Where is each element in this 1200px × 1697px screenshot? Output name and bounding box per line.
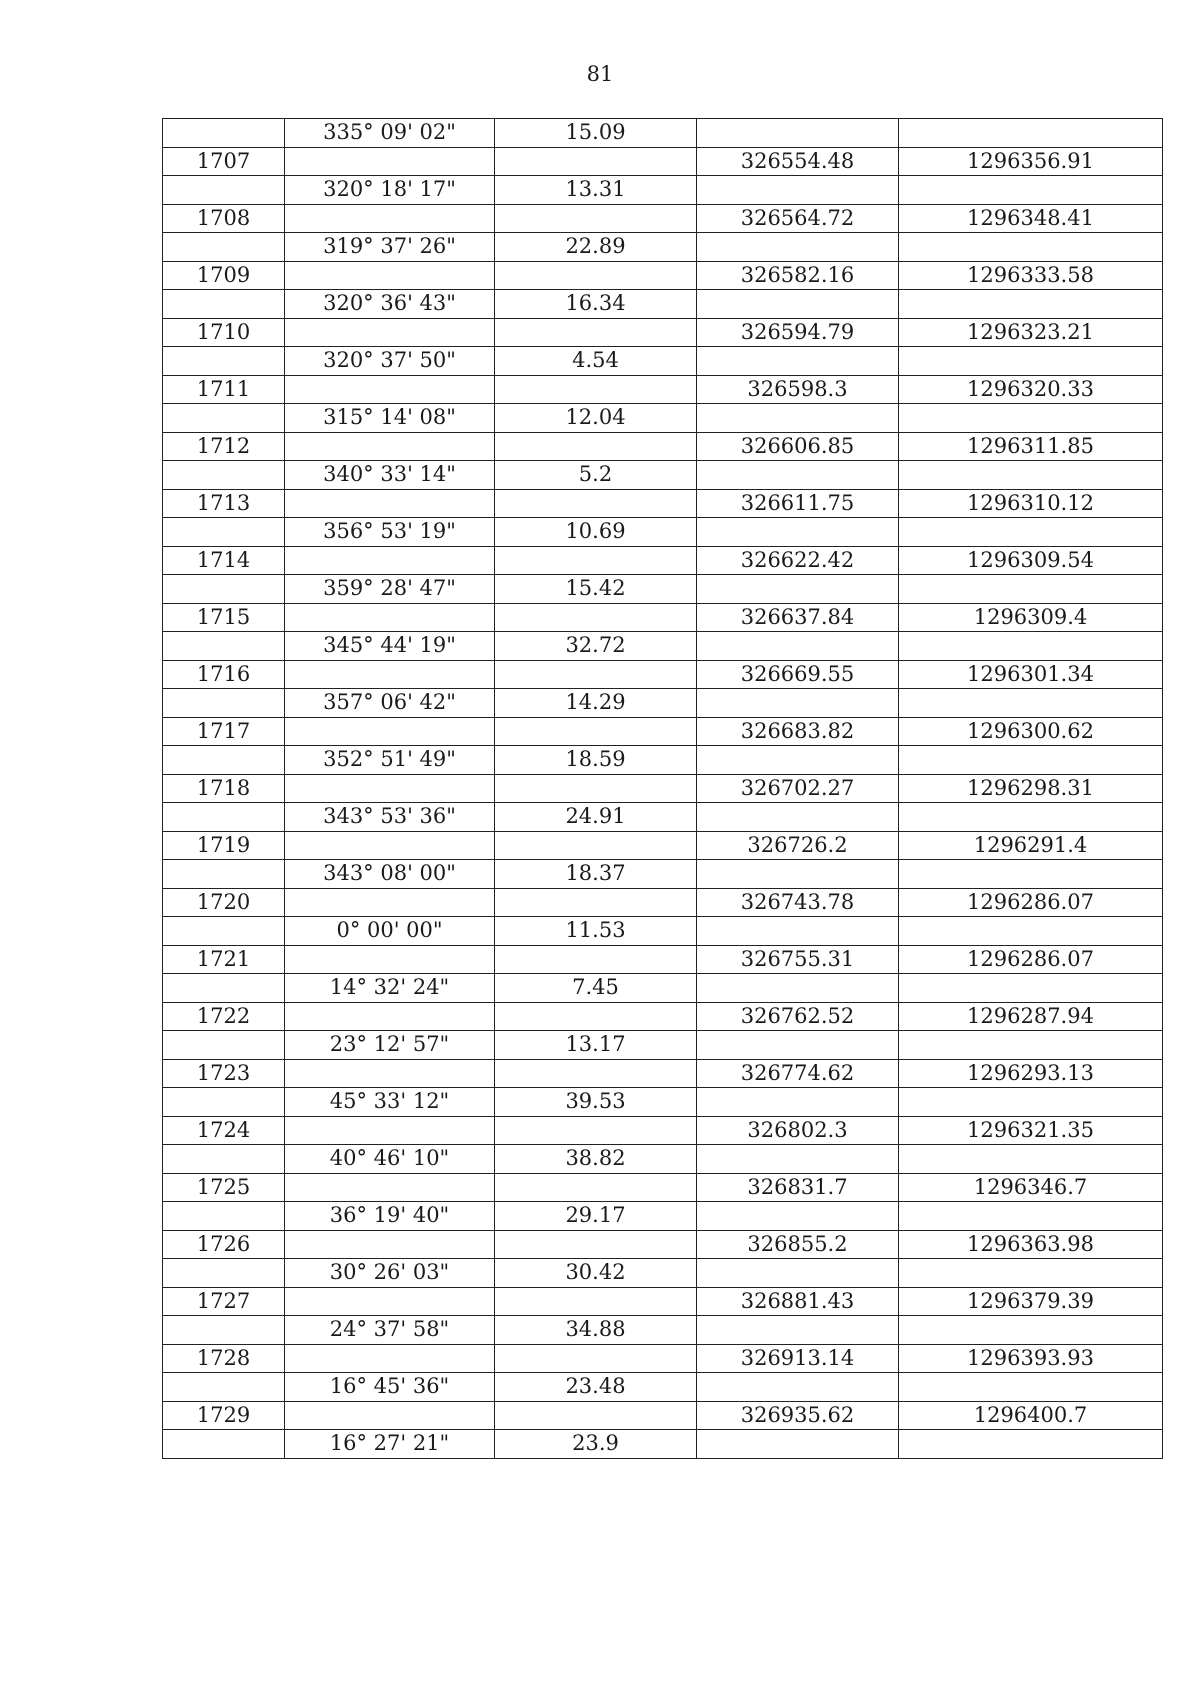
empty-cell (899, 860, 1163, 889)
point-row (163, 945, 1163, 974)
empty-cell (899, 233, 1163, 262)
empty-cell (163, 119, 285, 148)
bearing-cell: 24° 37' 58" (285, 1316, 495, 1345)
empty-cell (285, 774, 495, 803)
empty-cell (163, 632, 285, 661)
point-id-cell: 1720 (163, 888, 285, 917)
easting-cell: 1296400.7 (899, 1401, 1163, 1430)
point-row (163, 1116, 1163, 1145)
empty-cell (899, 290, 1163, 319)
empty-cell (697, 347, 899, 376)
northing-cell: 326755.31 (697, 945, 899, 974)
easting-cell: 1296286.07 (899, 888, 1163, 917)
easting-cell: 1296393.93 (899, 1344, 1163, 1373)
empty-cell (697, 974, 899, 1003)
bearing-cell: 357° 06' 42" (285, 689, 495, 718)
leg-row (163, 746, 1163, 775)
empty-cell (163, 974, 285, 1003)
empty-cell (899, 575, 1163, 604)
empty-cell (697, 1430, 899, 1459)
distance-cell: 7.45 (495, 974, 697, 1003)
empty-cell (495, 1401, 697, 1430)
empty-cell (899, 689, 1163, 718)
point-row (163, 318, 1163, 347)
empty-cell (163, 689, 285, 718)
bearing-cell: 16° 27' 21" (285, 1430, 495, 1459)
bearing-cell: 14° 32' 24" (285, 974, 495, 1003)
northing-cell: 326582.16 (697, 261, 899, 290)
easting-cell: 1296291.4 (899, 831, 1163, 860)
empty-cell (899, 518, 1163, 547)
point-row (163, 1401, 1163, 1430)
point-row (163, 1287, 1163, 1316)
bearing-cell: 315° 14' 08" (285, 404, 495, 433)
empty-cell (285, 1287, 495, 1316)
northing-cell: 326622.42 (697, 546, 899, 575)
leg-row (163, 1316, 1163, 1345)
point-id-cell: 1711 (163, 375, 285, 404)
empty-cell (697, 632, 899, 661)
northing-cell: 326564.72 (697, 204, 899, 233)
empty-cell (163, 1088, 285, 1117)
point-id-cell: 1726 (163, 1230, 285, 1259)
empty-cell (697, 1259, 899, 1288)
empty-cell (899, 746, 1163, 775)
empty-cell (285, 1401, 495, 1430)
distance-cell: 22.89 (495, 233, 697, 262)
easting-cell: 1296333.58 (899, 261, 1163, 290)
empty-cell (285, 546, 495, 575)
bearing-cell: 359° 28' 47" (285, 575, 495, 604)
point-row (163, 261, 1163, 290)
distance-cell: 14.29 (495, 689, 697, 718)
leg-row (163, 404, 1163, 433)
bearing-cell: 356° 53' 19" (285, 518, 495, 547)
survey-coordinate-table (162, 118, 1163, 1459)
distance-cell: 30.42 (495, 1259, 697, 1288)
empty-cell (697, 689, 899, 718)
point-row (163, 432, 1163, 461)
empty-cell (899, 1145, 1163, 1174)
empty-cell (285, 888, 495, 917)
empty-cell (495, 1059, 697, 1088)
empty-cell (697, 917, 899, 946)
northing-cell: 326802.3 (697, 1116, 899, 1145)
empty-cell (495, 945, 697, 974)
empty-cell (495, 1116, 697, 1145)
leg-row (163, 119, 1163, 148)
leg-row (163, 974, 1163, 1003)
northing-cell: 326762.52 (697, 1002, 899, 1031)
empty-cell (285, 432, 495, 461)
easting-cell: 1296379.39 (899, 1287, 1163, 1316)
empty-cell (163, 1031, 285, 1060)
leg-row (163, 1373, 1163, 1402)
point-row (163, 1002, 1163, 1031)
distance-cell: 12.04 (495, 404, 697, 433)
empty-cell (495, 888, 697, 917)
easting-cell: 1296323.21 (899, 318, 1163, 347)
northing-cell: 326669.55 (697, 660, 899, 689)
leg-row (163, 1088, 1163, 1117)
distance-cell: 13.17 (495, 1031, 697, 1060)
easting-cell: 1296300.62 (899, 717, 1163, 746)
distance-cell: 23.9 (495, 1430, 697, 1459)
empty-cell (163, 1316, 285, 1345)
bearing-cell: 45° 33' 12" (285, 1088, 495, 1117)
bearing-cell: 0° 00' 00" (285, 917, 495, 946)
empty-cell (697, 575, 899, 604)
empty-cell (495, 774, 697, 803)
easting-cell: 1296309.54 (899, 546, 1163, 575)
empty-cell (899, 119, 1163, 148)
empty-cell (285, 1059, 495, 1088)
empty-cell (285, 1230, 495, 1259)
easting-cell: 1296287.94 (899, 1002, 1163, 1031)
empty-cell (697, 1373, 899, 1402)
bearing-cell: 36° 19' 40" (285, 1202, 495, 1231)
empty-cell (899, 404, 1163, 433)
empty-cell (899, 461, 1163, 490)
leg-row (163, 632, 1163, 661)
northing-cell: 326598.3 (697, 375, 899, 404)
empty-cell (163, 917, 285, 946)
point-id-cell: 1723 (163, 1059, 285, 1088)
easting-cell: 1296310.12 (899, 489, 1163, 518)
empty-cell (285, 261, 495, 290)
page-number: 81 (586, 62, 614, 86)
empty-cell (163, 347, 285, 376)
bearing-cell: 335° 09' 02" (285, 119, 495, 148)
empty-cell (697, 860, 899, 889)
northing-cell: 326913.14 (697, 1344, 899, 1373)
distance-cell: 24.91 (495, 803, 697, 832)
empty-cell (697, 461, 899, 490)
point-id-cell: 1716 (163, 660, 285, 689)
northing-cell: 326935.62 (697, 1401, 899, 1430)
easting-cell: 1296293.13 (899, 1059, 1163, 1088)
empty-cell (163, 746, 285, 775)
empty-cell (163, 290, 285, 319)
empty-cell (899, 1316, 1163, 1345)
bearing-cell: 40° 46' 10" (285, 1145, 495, 1174)
empty-cell (899, 803, 1163, 832)
empty-cell (899, 1031, 1163, 1060)
empty-cell (899, 632, 1163, 661)
point-id-cell: 1710 (163, 318, 285, 347)
point-id-cell: 1713 (163, 489, 285, 518)
empty-cell (899, 1373, 1163, 1402)
easting-cell: 1296348.41 (899, 204, 1163, 233)
empty-cell (285, 489, 495, 518)
leg-row (163, 1430, 1163, 1459)
northing-cell: 326743.78 (697, 888, 899, 917)
leg-row (163, 233, 1163, 262)
empty-cell (285, 1002, 495, 1031)
point-id-cell: 1719 (163, 831, 285, 860)
distance-cell: 38.82 (495, 1145, 697, 1174)
empty-cell (285, 1344, 495, 1373)
empty-cell (697, 1088, 899, 1117)
empty-cell (495, 261, 697, 290)
leg-row (163, 176, 1163, 205)
point-row (163, 888, 1163, 917)
leg-row (163, 1145, 1163, 1174)
easting-cell: 1296363.98 (899, 1230, 1163, 1259)
bearing-cell: 16° 45' 36" (285, 1373, 495, 1402)
survey-table-body (163, 119, 1163, 1459)
point-row (163, 774, 1163, 803)
point-id-cell: 1708 (163, 204, 285, 233)
empty-cell (697, 1316, 899, 1345)
northing-cell: 326683.82 (697, 717, 899, 746)
empty-cell (697, 1145, 899, 1174)
empty-cell (495, 831, 697, 860)
leg-row (163, 518, 1163, 547)
empty-cell (285, 375, 495, 404)
empty-cell (495, 375, 697, 404)
empty-cell (697, 518, 899, 547)
leg-row (163, 860, 1163, 889)
point-id-cell: 1714 (163, 546, 285, 575)
point-row (163, 717, 1163, 746)
point-row (163, 375, 1163, 404)
empty-cell (285, 204, 495, 233)
easting-cell: 1296301.34 (899, 660, 1163, 689)
point-id-cell: 1729 (163, 1401, 285, 1430)
easting-cell: 1296320.33 (899, 375, 1163, 404)
empty-cell (697, 176, 899, 205)
point-row (163, 489, 1163, 518)
distance-cell: 29.17 (495, 1202, 697, 1231)
leg-row (163, 1031, 1163, 1060)
point-id-cell: 1712 (163, 432, 285, 461)
empty-cell (697, 290, 899, 319)
empty-cell (899, 1259, 1163, 1288)
empty-cell (163, 1430, 285, 1459)
empty-cell (163, 233, 285, 262)
empty-cell (697, 1031, 899, 1060)
bearing-cell: 345° 44' 19" (285, 632, 495, 661)
empty-cell (495, 603, 697, 632)
empty-cell (285, 147, 495, 176)
distance-cell: 34.88 (495, 1316, 697, 1345)
point-id-cell: 1707 (163, 147, 285, 176)
empty-cell (697, 233, 899, 262)
empty-cell (163, 1373, 285, 1402)
empty-cell (495, 432, 697, 461)
bearing-cell: 23° 12' 57" (285, 1031, 495, 1060)
northing-cell: 326726.2 (697, 831, 899, 860)
distance-cell: 18.59 (495, 746, 697, 775)
leg-row (163, 1202, 1163, 1231)
bearing-cell: 320° 37' 50" (285, 347, 495, 376)
point-row (163, 660, 1163, 689)
point-id-cell: 1725 (163, 1173, 285, 1202)
empty-cell (163, 803, 285, 832)
point-id-cell: 1728 (163, 1344, 285, 1373)
distance-cell: 16.34 (495, 290, 697, 319)
empty-cell (163, 1259, 285, 1288)
northing-cell: 326637.84 (697, 603, 899, 632)
point-row (163, 831, 1163, 860)
leg-row (163, 1259, 1163, 1288)
bearing-cell: 343° 53' 36" (285, 803, 495, 832)
empty-cell (495, 660, 697, 689)
easting-cell: 1296309.4 (899, 603, 1163, 632)
point-row (163, 546, 1163, 575)
northing-cell: 326831.7 (697, 1173, 899, 1202)
leg-row (163, 917, 1163, 946)
distance-cell: 39.53 (495, 1088, 697, 1117)
bearing-cell: 320° 36' 43" (285, 290, 495, 319)
empty-cell (899, 917, 1163, 946)
empty-cell (899, 1430, 1163, 1459)
bearing-cell: 320° 18' 17" (285, 176, 495, 205)
empty-cell (163, 461, 285, 490)
point-row (163, 1344, 1163, 1373)
northing-cell: 326702.27 (697, 774, 899, 803)
northing-cell: 326611.75 (697, 489, 899, 518)
distance-cell: 15.42 (495, 575, 697, 604)
empty-cell (495, 1287, 697, 1316)
point-id-cell: 1727 (163, 1287, 285, 1316)
leg-row (163, 575, 1163, 604)
easting-cell: 1296286.07 (899, 945, 1163, 974)
point-row (163, 204, 1163, 233)
point-id-cell: 1718 (163, 774, 285, 803)
empty-cell (163, 860, 285, 889)
distance-cell: 18.37 (495, 860, 697, 889)
empty-cell (899, 1088, 1163, 1117)
empty-cell (163, 176, 285, 205)
empty-cell (495, 546, 697, 575)
leg-row (163, 803, 1163, 832)
empty-cell (495, 1344, 697, 1373)
bearing-cell: 319° 37' 26" (285, 233, 495, 262)
empty-cell (285, 660, 495, 689)
empty-cell (285, 1116, 495, 1145)
point-id-cell: 1715 (163, 603, 285, 632)
empty-cell (495, 1173, 697, 1202)
empty-cell (495, 204, 697, 233)
bearing-cell: 352° 51' 49" (285, 746, 495, 775)
empty-cell (697, 746, 899, 775)
leg-row (163, 290, 1163, 319)
empty-cell (495, 489, 697, 518)
distance-cell: 13.31 (495, 176, 697, 205)
empty-cell (495, 318, 697, 347)
empty-cell (285, 603, 495, 632)
empty-cell (899, 974, 1163, 1003)
leg-row (163, 347, 1163, 376)
northing-cell: 326554.48 (697, 147, 899, 176)
point-row (163, 1230, 1163, 1259)
distance-cell: 4.54 (495, 347, 697, 376)
empty-cell (163, 518, 285, 547)
leg-row (163, 461, 1163, 490)
easting-cell: 1296321.35 (899, 1116, 1163, 1145)
empty-cell (163, 1145, 285, 1174)
northing-cell: 326855.2 (697, 1230, 899, 1259)
distance-cell: 10.69 (495, 518, 697, 547)
leg-row (163, 689, 1163, 718)
easting-cell: 1296311.85 (899, 432, 1163, 461)
distance-cell: 32.72 (495, 632, 697, 661)
point-row (163, 603, 1163, 632)
empty-cell (899, 176, 1163, 205)
empty-cell (285, 717, 495, 746)
bearing-cell: 340° 33' 14" (285, 461, 495, 490)
easting-cell: 1296346.7 (899, 1173, 1163, 1202)
northing-cell: 326881.43 (697, 1287, 899, 1316)
point-id-cell: 1717 (163, 717, 285, 746)
northing-cell: 326594.79 (697, 318, 899, 347)
empty-cell (697, 404, 899, 433)
point-row (163, 1173, 1163, 1202)
empty-cell (495, 1230, 697, 1259)
point-id-cell: 1721 (163, 945, 285, 974)
northing-cell: 326606.85 (697, 432, 899, 461)
bearing-cell: 30° 26' 03" (285, 1259, 495, 1288)
empty-cell (899, 1202, 1163, 1231)
empty-cell (495, 717, 697, 746)
point-id-cell: 1724 (163, 1116, 285, 1145)
empty-cell (285, 1173, 495, 1202)
empty-cell (163, 1202, 285, 1231)
point-id-cell: 1709 (163, 261, 285, 290)
empty-cell (697, 803, 899, 832)
point-row (163, 147, 1163, 176)
empty-cell (285, 831, 495, 860)
empty-cell (697, 1202, 899, 1231)
easting-cell: 1296298.31 (899, 774, 1163, 803)
easting-cell: 1296356.91 (899, 147, 1163, 176)
empty-cell (285, 318, 495, 347)
distance-cell: 23.48 (495, 1373, 697, 1402)
point-id-cell: 1722 (163, 1002, 285, 1031)
empty-cell (697, 119, 899, 148)
distance-cell: 11.53 (495, 917, 697, 946)
empty-cell (899, 347, 1163, 376)
empty-cell (285, 945, 495, 974)
northing-cell: 326774.62 (697, 1059, 899, 1088)
empty-cell (495, 1002, 697, 1031)
bearing-cell: 343° 08' 00" (285, 860, 495, 889)
distance-cell: 5.2 (495, 461, 697, 490)
empty-cell (163, 404, 285, 433)
distance-cell: 15.09 (495, 119, 697, 148)
point-row (163, 1059, 1163, 1088)
empty-cell (163, 575, 285, 604)
empty-cell (495, 147, 697, 176)
